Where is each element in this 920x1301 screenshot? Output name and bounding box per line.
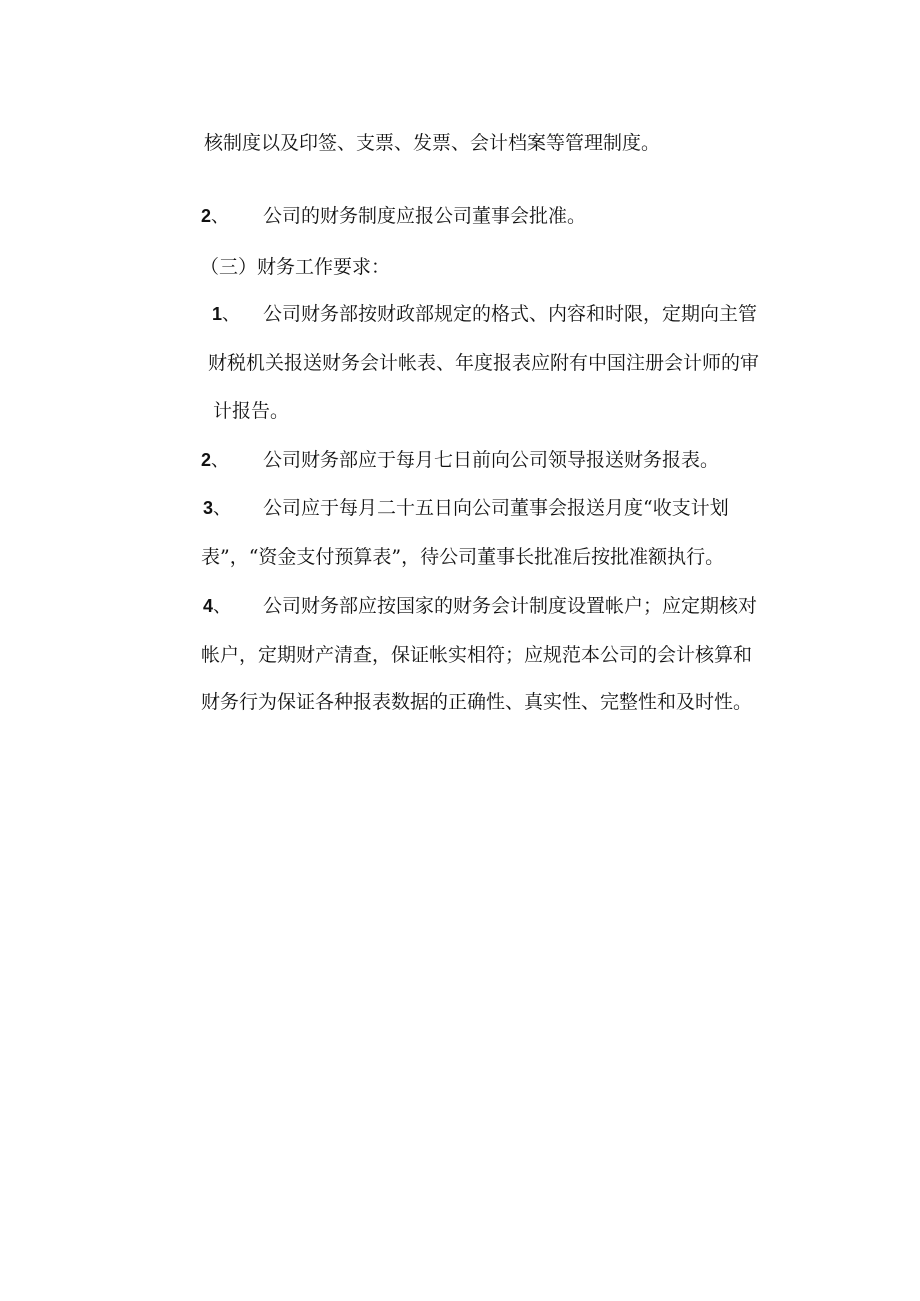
item-separator: 、 bbox=[211, 450, 230, 471]
item-number: 2 bbox=[201, 450, 212, 470]
item-separator: 、 bbox=[222, 304, 241, 325]
item-number: 2 bbox=[201, 206, 212, 226]
requirement-3-line-1: 公司应于每月二十五日向公司董事会报送月度“收支计划 bbox=[263, 497, 729, 519]
requirement-4-number bbox=[203, 594, 231, 619]
requirement-2-line-1: 公司财务部应于每月七日前向公司领导报送财务报表。 bbox=[263, 449, 720, 471]
item-2-prev-text: 公司的财务制度应报公司董事会批准。 bbox=[263, 205, 587, 227]
requirement-1-number bbox=[212, 302, 240, 327]
item-number: 3 bbox=[203, 498, 214, 518]
requirement-1-line-2: 财税机关报送财务会计帐表、年度报表应附有中国注册会计师的审 bbox=[208, 352, 760, 374]
requirement-3-line-2: 表”，“资金支付预算表”，待公司董事长批准后按批准额执行。 bbox=[201, 546, 725, 568]
requirement-1-line-3: 计报告。 bbox=[213, 400, 290, 422]
item-number: 4 bbox=[203, 596, 214, 616]
requirement-3-number bbox=[203, 496, 231, 521]
requirement-2-number bbox=[201, 448, 229, 473]
requirement-4-line-3: 财务行为保证各种报表数据的正确性、真实性、完整性和及时性。 bbox=[201, 691, 753, 713]
requirement-4-line-1: 公司财务部应按国家的财务会计制度设置帐户；应定期核对 bbox=[263, 595, 758, 617]
item-separator: 、 bbox=[213, 596, 232, 617]
item-separator: 、 bbox=[211, 206, 230, 227]
section-heading: （三）财务工作要求： bbox=[200, 256, 391, 278]
continuation-line: 核制度以及印签、支票、发票、会计档案等管理制度。 bbox=[204, 132, 661, 154]
item-2-prev-number bbox=[201, 204, 229, 229]
requirement-1-line-1: 公司财务部按财政部规定的格式、内容和时限，定期向主管 bbox=[263, 303, 758, 325]
requirement-4-line-2: 帐户，定期财产清查，保证帐实相符；应规范本公司的会计核算和 bbox=[201, 644, 753, 666]
item-separator: 、 bbox=[213, 498, 232, 519]
item-number: 1 bbox=[212, 304, 223, 324]
